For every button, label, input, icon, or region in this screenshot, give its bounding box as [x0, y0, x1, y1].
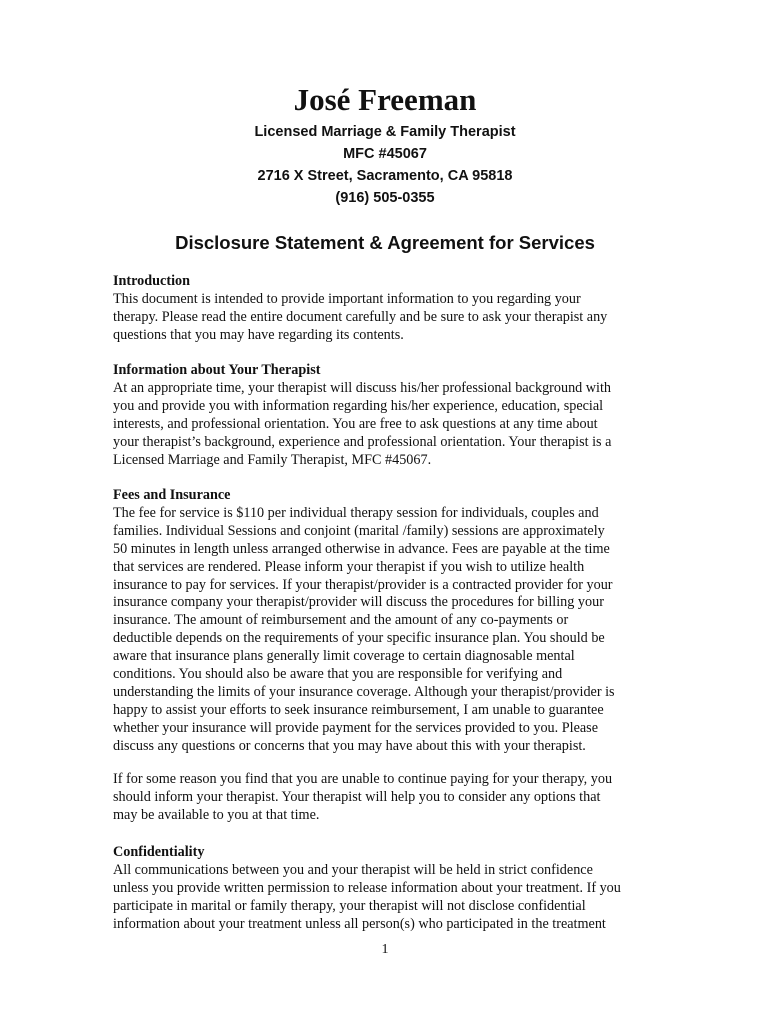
paragraph-line: 50 minutes in length unless arranged otherwise in advance. Fees are payable at the time — [113, 540, 610, 557]
address: 2716 X Street, Sacramento, CA 95818 — [257, 168, 513, 184]
paragraph-line: may be available to you at that time. — [113, 806, 320, 823]
paragraph-line: you and provide you with information regarding his/her experience, education, special — [113, 397, 604, 414]
paragraph-line: unless you provide written permission to release information about your treatment. If you — [113, 879, 621, 896]
paragraph-line: If for some reason you find that you are unable to continue paying for your therapy, you — [113, 771, 613, 787]
paragraph-line: insurance to pay for services. If your therapist/provider is a contracted provider for your — [113, 576, 613, 593]
paragraph-line: All communications between you and your therapist will be held in strict confidence — [113, 861, 593, 878]
therapist-name: José Freeman — [293, 82, 477, 117]
paragraph-line: The fee for service is $110 per individual therapy session for individuals, couples and — [113, 504, 599, 521]
section-therapist-info — [113, 362, 673, 469]
paragraph-line: therapy. Please read the entire document carefully and be sure to ask your therapist any — [113, 308, 608, 325]
phone-number: (916) 505-0355 — [335, 190, 435, 206]
paragraph-line: questions that you may have regarding its contents. — [113, 326, 404, 343]
paragraph-line: understanding the limits of your insurance coverage. Although your therapist/provider is — [113, 683, 615, 700]
paragraph-line: happy to assist your efforts to seek insurance reimbursement, I am unable to guarantee — [113, 701, 604, 718]
paragraph-line: insurance. The amount of reimbursement and the amount of any co-payments or — [113, 612, 569, 629]
paragraph-line: whether your insurance will provide payment for the services provided to you. Please — [113, 719, 598, 736]
therapist-title: Licensed Marriage & Family Therapist — [254, 124, 516, 140]
section-heading: Confidentiality — [113, 844, 205, 860]
section-heading: Information about Your Therapist — [113, 362, 321, 378]
license-number: MFC #45067 — [343, 146, 427, 162]
document-title: Disclosure Statement & Agreement for Services — [175, 232, 595, 253]
paragraph-line: Licensed Marriage and Family Therapist, MFC #45067. — [113, 451, 432, 468]
paragraph-line: conditions. You should also be aware that you are responsible for verifying and — [113, 666, 563, 683]
paragraph-line: This document is intended to provide important information to you regarding your — [113, 290, 581, 307]
section-fees — [113, 487, 673, 756]
paragraph-line: aware that insurance plans generally limit coverage to certain diagnosable mental — [113, 648, 575, 665]
paragraph-line: insurance company your therapist/provider will discuss the procedures for billing your — [113, 594, 604, 611]
paragraph-line: should inform your therapist. Your therapist will help you to consider any options that — [113, 788, 601, 805]
section-confidentiality — [113, 844, 673, 934]
paragraph-line: information about your treatment unless all person(s) who participated in the treatment — [113, 915, 606, 932]
paragraph-line: discuss any questions or concerns that you may have about this with your therapist. — [113, 737, 586, 754]
paragraph-line: your therapist’s background, experience and professional orientation. Your therapist is a — [113, 433, 612, 450]
section-introduction — [113, 273, 673, 345]
paragraph-line: deductible depends on the requirements of your specific insurance plan. You should be — [113, 630, 605, 647]
paragraph-line: interests, and professional orientation. You are free to ask questions at any time about — [113, 415, 598, 432]
page-number: 1 — [381, 942, 389, 957]
section-heading: Introduction — [113, 273, 190, 289]
section-heading: Fees and Insurance — [113, 487, 231, 503]
paragraph-line: At an appropriate time, your therapist will discuss his/her professional background with — [113, 379, 612, 396]
paragraph-line: participate in marital or family therapy, your therapist will not disclose confidential — [113, 897, 586, 914]
section-payment-difficulty — [113, 771, 673, 825]
paragraph-line: that services are rendered. Please inform your therapist if you wish to utilize health — [113, 558, 585, 575]
paragraph-line: families. Individual Sessions and conjoint (marital /family) sessions are approximately — [113, 522, 605, 539]
